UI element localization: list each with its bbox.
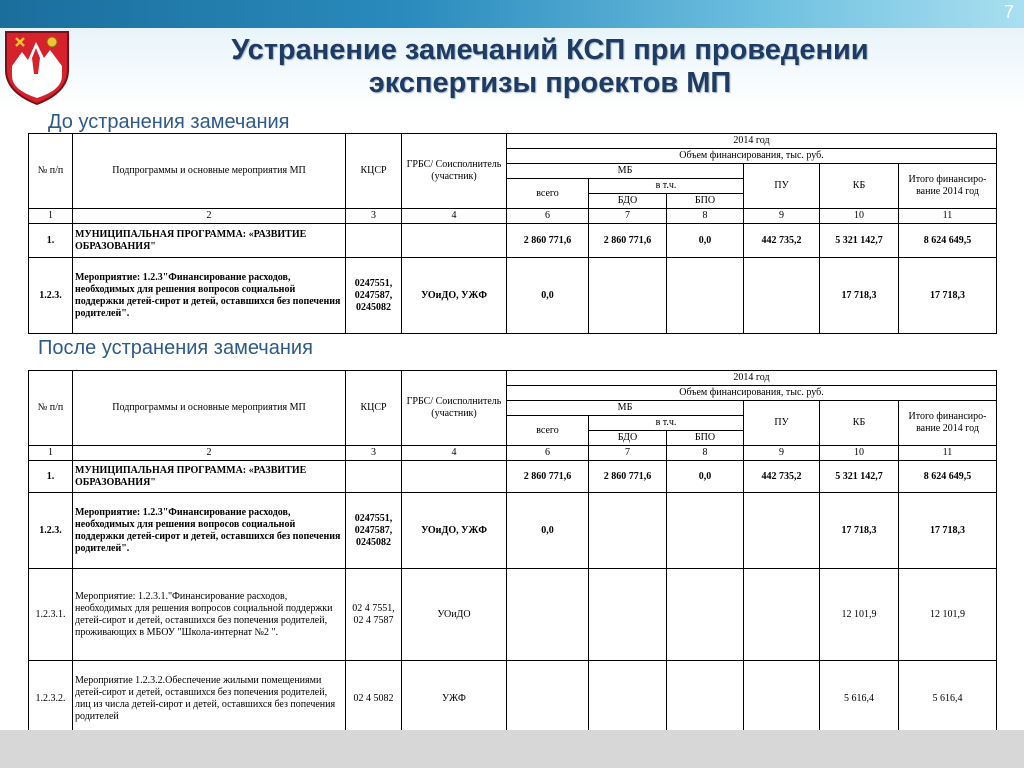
row-kcsr bbox=[346, 461, 402, 493]
row-all: 0,0 bbox=[507, 493, 589, 569]
row-all: 2 860 771,6 bbox=[507, 461, 589, 493]
row-total: 17 718,3 bbox=[899, 493, 997, 569]
col-number: 11 bbox=[899, 446, 997, 461]
row-total: 8 624 649,5 bbox=[899, 224, 997, 258]
row-grbs: УОиДО bbox=[402, 569, 507, 661]
col-number: 11 bbox=[899, 209, 997, 224]
row-bdo bbox=[589, 258, 667, 334]
city-coat-of-arms-icon bbox=[2, 28, 72, 106]
row-bpo bbox=[667, 258, 744, 334]
header-bdo: БДО bbox=[589, 194, 667, 209]
row-bpo bbox=[667, 569, 744, 661]
header-num: № п/п bbox=[29, 134, 73, 209]
table-after bbox=[28, 370, 997, 737]
col-number: 10 bbox=[820, 209, 899, 224]
row-name: Мероприятие 1.2.3.2.Обеспечение жилыми помещениями детей-сирот и детей, оставшихся без попечения родителей, лиц из числа детей-сирот и детей, оставшихся без попечения родителей bbox=[73, 661, 346, 737]
header-volume: Объем финансирования, тыс. руб. bbox=[507, 149, 997, 164]
header-year: 2014 год bbox=[507, 371, 997, 386]
header-total: Итого финансиро- вание 2014 год bbox=[899, 401, 997, 446]
col-number: 3 bbox=[346, 446, 402, 461]
row-kcsr: 02 4 5082 bbox=[346, 661, 402, 737]
row-all: 2 860 771,6 bbox=[507, 224, 589, 258]
row-bdo: 2 860 771,6 bbox=[589, 224, 667, 258]
col-number: 7 bbox=[589, 446, 667, 461]
row-kb: 12 101,9 bbox=[820, 569, 899, 661]
header-bpo: БПО bbox=[667, 431, 744, 446]
row-bdo bbox=[589, 661, 667, 737]
col-number: 4 bbox=[402, 446, 507, 461]
row-bpo bbox=[667, 493, 744, 569]
row-num: 1.2.3. bbox=[29, 258, 73, 334]
row-name: МУНИЦИПАЛЬНАЯ ПРОГРАММА: «РАЗВИТИЕ ОБРАЗОВАНИЯ" bbox=[73, 461, 346, 493]
col-number: 10 bbox=[820, 446, 899, 461]
row-grbs bbox=[402, 224, 507, 258]
header-all: всего bbox=[507, 179, 589, 209]
row-name: Мероприятие: 1.2.3"Финансирование расходов, необходимых для решения вопросов социальной поддержки детей-сирот и детей, оставшихся без попечения родителей". bbox=[73, 258, 346, 334]
table-before bbox=[28, 133, 997, 334]
header-bpo: БПО bbox=[667, 194, 744, 209]
row-all: 0,0 bbox=[507, 258, 589, 334]
row-pu bbox=[744, 493, 820, 569]
header-num: № п/п bbox=[29, 371, 73, 446]
row-bpo: 0,0 bbox=[667, 461, 744, 493]
title-line-2: экспертизы проектов МП bbox=[368, 67, 732, 99]
row-all bbox=[507, 569, 589, 661]
header-kcsr: КЦСР bbox=[346, 134, 402, 209]
row-total: 5 616,4 bbox=[899, 661, 997, 737]
row-num: 1. bbox=[29, 461, 73, 493]
col-number: 1 bbox=[29, 209, 73, 224]
row-bdo bbox=[589, 493, 667, 569]
header-grbs: ГРБС/ Соисполнитель (участник) bbox=[402, 134, 507, 209]
row-grbs: УОиДО, УЖФ bbox=[402, 493, 507, 569]
header-pu: ПУ bbox=[744, 401, 820, 446]
header-subprograms: Подпрограммы и основные мероприятия МП bbox=[73, 371, 346, 446]
row-kcsr: 0247551, 0247587, 0245082 bbox=[346, 258, 402, 334]
page-number: 7 bbox=[1003, 2, 1014, 22]
row-grbs: УОиДО, УЖФ bbox=[402, 258, 507, 334]
row-kb: 5 321 142,7 bbox=[820, 461, 899, 493]
row-kcsr: 0247551, 0247587, 0245082 bbox=[346, 493, 402, 569]
row-pu bbox=[744, 258, 820, 334]
row-num: 1.2.3.1. bbox=[29, 569, 73, 661]
header-mb: МБ bbox=[507, 164, 744, 179]
row-num: 1.2.3. bbox=[29, 493, 73, 569]
title-line-1: Устранение замечаний КСП при проведении bbox=[231, 34, 869, 66]
header-bdo: БДО bbox=[589, 431, 667, 446]
table-row-measure bbox=[29, 493, 997, 569]
top-bar bbox=[0, 0, 1024, 28]
bottom-bar bbox=[0, 730, 1024, 768]
header-volume: Объем финансирования, тыс. руб. bbox=[507, 386, 997, 401]
column-number-row bbox=[29, 446, 997, 461]
col-number: 8 bbox=[667, 446, 744, 461]
col-number: 6 bbox=[507, 446, 589, 461]
col-number: 4 bbox=[402, 209, 507, 224]
header-grbs: ГРБС/ Соисполнитель (участник) bbox=[402, 371, 507, 446]
section-after-label: После устранения замечания bbox=[38, 337, 313, 359]
row-total: 8 624 649,5 bbox=[899, 461, 997, 493]
table-row-program bbox=[29, 224, 997, 258]
row-kb: 17 718,3 bbox=[820, 493, 899, 569]
header-kb: КБ bbox=[820, 401, 899, 446]
header-kcsr: КЦСР bbox=[346, 371, 402, 446]
row-num: 1.2.3.2. bbox=[29, 661, 73, 737]
header-kb: КБ bbox=[820, 164, 899, 209]
row-pu bbox=[744, 661, 820, 737]
header-incl: в т.ч. bbox=[589, 416, 744, 431]
row-pu: 442 735,2 bbox=[744, 461, 820, 493]
row-total: 17 718,3 bbox=[899, 258, 997, 334]
row-grbs: УЖФ bbox=[402, 661, 507, 737]
table-row-sub2 bbox=[29, 661, 997, 737]
col-number: 9 bbox=[744, 209, 820, 224]
row-kb: 5 321 142,7 bbox=[820, 224, 899, 258]
slide-title bbox=[120, 34, 980, 100]
row-bpo bbox=[667, 661, 744, 737]
row-num: 1. bbox=[29, 224, 73, 258]
row-name: МУНИЦИПАЛЬНАЯ ПРОГРАММА: «РАЗВИТИЕ ОБРАЗОВАНИЯ" bbox=[73, 224, 346, 258]
row-kcsr bbox=[346, 224, 402, 258]
column-number-row bbox=[29, 209, 997, 224]
header-total: Итого финансиро- вание 2014 год bbox=[899, 164, 997, 209]
row-name: Мероприятие: 1.2.3.1."Финансирование расходов, необходимых для решения вопросов социальной поддержки детей-сирот и детей, оставшихся без попечения родителей, проживающих в МБОУ "Школа-интернат №2 ". bbox=[73, 569, 346, 661]
col-number: 9 bbox=[744, 446, 820, 461]
col-number: 3 bbox=[346, 209, 402, 224]
table-row-program bbox=[29, 461, 997, 493]
row-grbs bbox=[402, 461, 507, 493]
row-total: 12 101,9 bbox=[899, 569, 997, 661]
row-bdo bbox=[589, 569, 667, 661]
row-kcsr: 02 4 7551, 02 4 7587 bbox=[346, 569, 402, 661]
col-number: 7 bbox=[589, 209, 667, 224]
header-pu: ПУ bbox=[744, 164, 820, 209]
row-pu: 442 735,2 bbox=[744, 224, 820, 258]
row-bpo: 0,0 bbox=[667, 224, 744, 258]
header-year: 2014 год bbox=[507, 134, 997, 149]
row-bdo: 2 860 771,6 bbox=[589, 461, 667, 493]
header-incl: в т.ч. bbox=[589, 179, 744, 194]
table-row-measure bbox=[29, 258, 997, 334]
col-number: 1 bbox=[29, 446, 73, 461]
col-number: 2 bbox=[73, 446, 346, 461]
row-name: Мероприятие: 1.2.3"Финансирование расходов, необходимых для решения вопросов социальной поддержки детей-сирот и детей, оставшихся без попечения родителей". bbox=[73, 493, 346, 569]
section-before-label: До устранения замечания bbox=[48, 111, 290, 133]
table-row-sub1 bbox=[29, 569, 997, 661]
header-subprograms: Подпрограммы и основные мероприятия МП bbox=[73, 134, 346, 209]
header-all: всего bbox=[507, 416, 589, 446]
row-kb: 17 718,3 bbox=[820, 258, 899, 334]
col-number: 2 bbox=[73, 209, 346, 224]
header-mb: МБ bbox=[507, 401, 744, 416]
col-number: 8 bbox=[667, 209, 744, 224]
row-all bbox=[507, 661, 589, 737]
row-kb: 5 616,4 bbox=[820, 661, 899, 737]
row-pu bbox=[744, 569, 820, 661]
col-number: 6 bbox=[507, 209, 589, 224]
